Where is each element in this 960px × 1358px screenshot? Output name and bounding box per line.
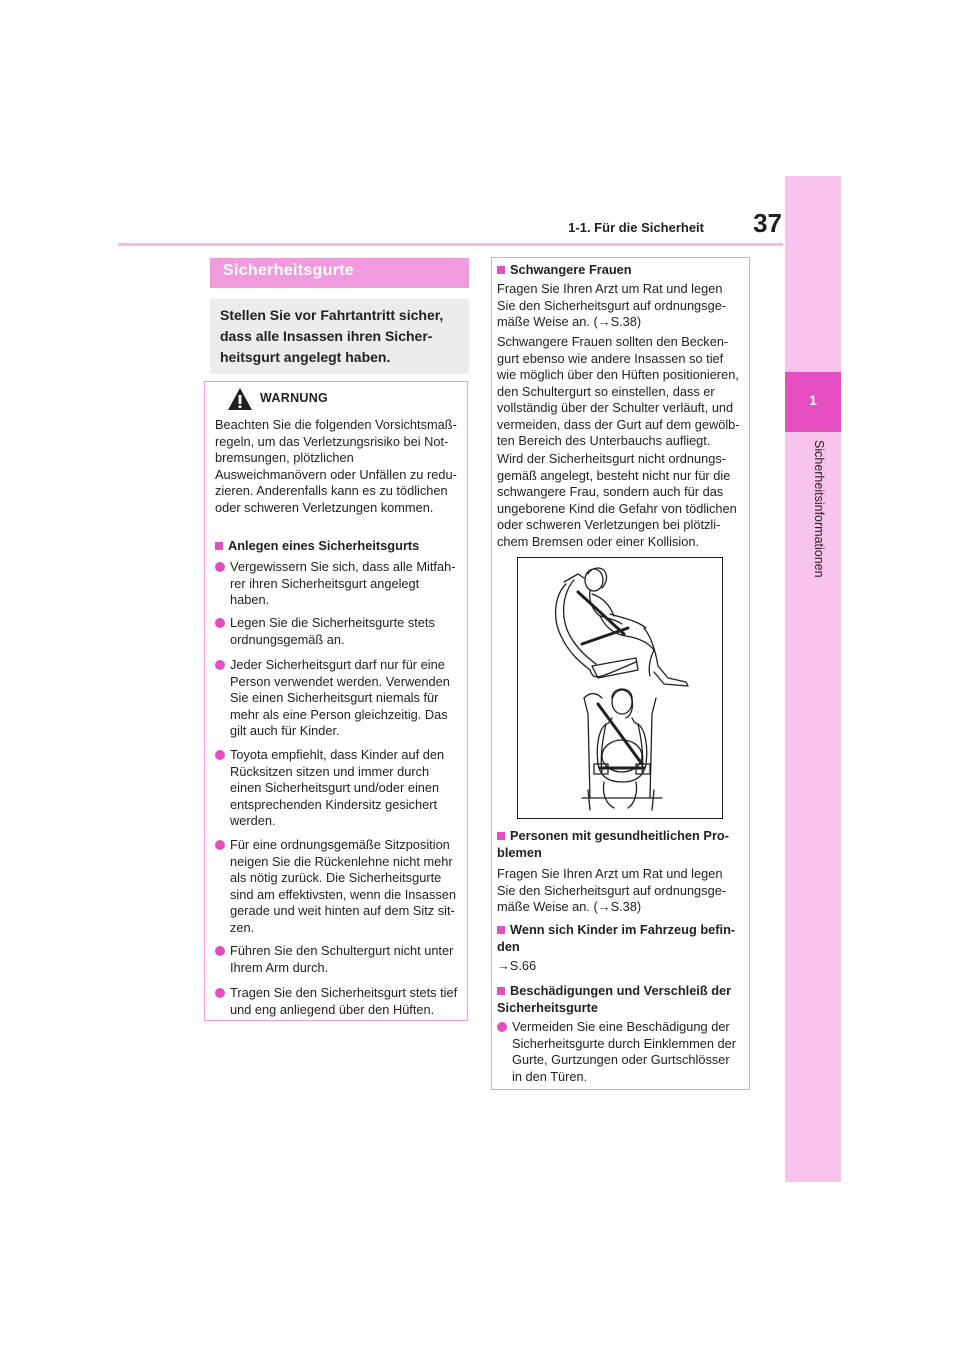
list-item [215,837,459,936]
list-item-text: Vermeiden Sie eine Beschädigung der Sicherheitsgurte durch Einklemmen der Gurte, Gurtzungen oder Gurtschlösser in den Türen. [512,1019,737,1084]
header-divider [118,243,783,246]
pregnant-heading-text: Schwangere Frauen [510,262,632,277]
bullet-dot-icon [215,750,225,760]
damage-heading [497,983,742,1016]
pregnant-woman-seatbelt-illustration [518,558,722,818]
list-item-text: Vergewissern Sie sich, dass alle Mitfah-rer ihren Sicherheitsgurt angelegt haben. [230,559,456,607]
health-p1-text: Fragen Sie Ihren Arzt um Rat und legen Sie den Sicherheitsgurt auf ordnungsge-mäße Weise an. ( [497,866,727,914]
list-item [215,657,459,740]
list-item [215,615,459,648]
damage-heading-text: Beschädigungen und Verschleiß der Sicherheitsgurte [497,983,732,1015]
page-reference-link[interactable]: S.66 [509,958,537,973]
bullet-dot-icon [215,562,225,572]
bullet-dot-icon [215,618,225,628]
seatbelt-illustration [517,557,723,819]
square-bullet-icon [497,832,505,840]
page-reference-link[interactable]: S.38) [610,899,642,914]
arrow-right-icon: → [597,899,611,914]
pregnant-heading [497,262,742,279]
health-heading [497,828,742,861]
pregnant-p1-text: Fragen Sie Ihren Arzt um Rat und legen Sie den Sicherheitsgurt auf ordnungsge-mäße Weise an. ( [497,281,727,329]
children-heading-text: Wenn sich Kinder im Fahrzeug befin-den [497,922,736,954]
warning-subheading-text: Anlegen eines Sicherheitsgurts [228,538,420,553]
arrow-right-icon: → [597,314,611,329]
pregnant-paragraph-3: Wird der Sicherheitsgurt nicht ordnungs-gemäß angelegt, besteht nicht nur für die schwangere Frau, sondern auch für das ungeborene Kind die Gefahr von tödlichen oder schweren Verletzungen bei plötzli-chem Bremsen oder einer Kollision. [497,451,737,549]
chapter-title: Sicherheitsinformationen [812,440,826,578]
list-item-text: Toyota empfiehlt, dass Kinder auf den Rücksitzen sitzen und immer durch einen Sicherheitsgurt und/oder einen entsprechenden Kindersitz gesichert werden. [230,747,445,828]
section-heading: 1-1. Für die Sicherheit [568,220,704,235]
intro-text: Stellen Sie vor Fahrtantritt sicher, dass alle Insassen ihren Sicher-heitsgurt angelegt haben. [220,307,444,365]
warning-label: WARNUNG [260,391,329,405]
list-item-text: Für eine ordnungsgemäße Sitzposition neigen Sie die Rückenlehne nicht mehr als nötig zurück. Die Sicherheitsgurte sind am effektivsten, wenn die Insassen gerade und weit hinten auf dem Sitz sit-zen. [230,837,456,935]
list-item [215,559,459,609]
health-paragraph [497,866,742,916]
arrow-right-icon: → [497,958,510,973]
square-bullet-icon [215,542,223,550]
pregnant-paragraph-2: Schwangere Frauen sollten den Becken-gurt ebenso wie andere Insassen so tief wie möglich über den Hüften positionieren, den Schultergurt so einstellen, dass er vollständig über der Schulter verläuft, und vermeiden, dass der Gurt auf dem gewölb-ten Bereich des Unterbauchs aufliegt. [497,334,740,448]
section-title: Sicherheitsgurte [223,262,355,279]
list-item-text: Legen Sie die Sicherheitsgurte stets ordnungsgemäß an. [230,615,435,647]
chapter-tab-strip [785,176,841,1182]
list-item [215,747,459,830]
chapter-number: 1 [809,392,817,408]
list-item-text: Tragen Sie den Sicherheitsgurt stets tief und eng anliegend über den Hüften. [230,985,458,1017]
section-title-bar [210,258,469,288]
pregnant-paragraph-1 [497,281,742,331]
warning-intro: Beachten Sie die folgenden Vorsichtsmaß-regeln, um das Verletzungsrisiko bei Not-bremsungen, plötzlichen Ausweichmanövern oder Unfällen zu redu-zieren. Anderenfalls kann es zu tödlichen oder schweren Verletzungen kommen. [215,417,457,515]
warning-box [204,381,468,1021]
square-bullet-icon [497,266,505,274]
list-item [215,943,459,976]
page-number: 37 [753,208,782,238]
bullet-dot-icon [215,988,225,998]
list-item [497,1019,742,1085]
square-bullet-icon [497,987,505,995]
bullet-dot-icon [215,840,225,850]
warning-header [205,382,467,419]
children-heading [497,922,742,955]
bullet-dot-icon [497,1022,507,1032]
list-item-text: Jeder Sicherheitsgurt darf nur für eine Person verwendet werden. Verwenden Sie einen Sicherheitsgurt niemals für mehr als eine Person gleichzeitig. Das gilt auch für Kinder. [230,657,450,738]
children-reference [497,958,742,975]
bullet-dot-icon [215,946,225,956]
list-item [215,985,459,1018]
list-item-text: Führen Sie den Schultergurt nicht unter Ihrem Arm durch. [230,943,454,975]
page-reference-link[interactable]: S.38) [610,314,642,329]
square-bullet-icon [497,926,505,934]
health-heading-text: Personen mit gesundheitlichen Pro-blemen [497,828,730,860]
bullet-dot-icon [215,660,225,670]
warning-subheading [215,538,463,555]
warning-triangle-icon [227,387,253,411]
intro-box [210,299,469,374]
